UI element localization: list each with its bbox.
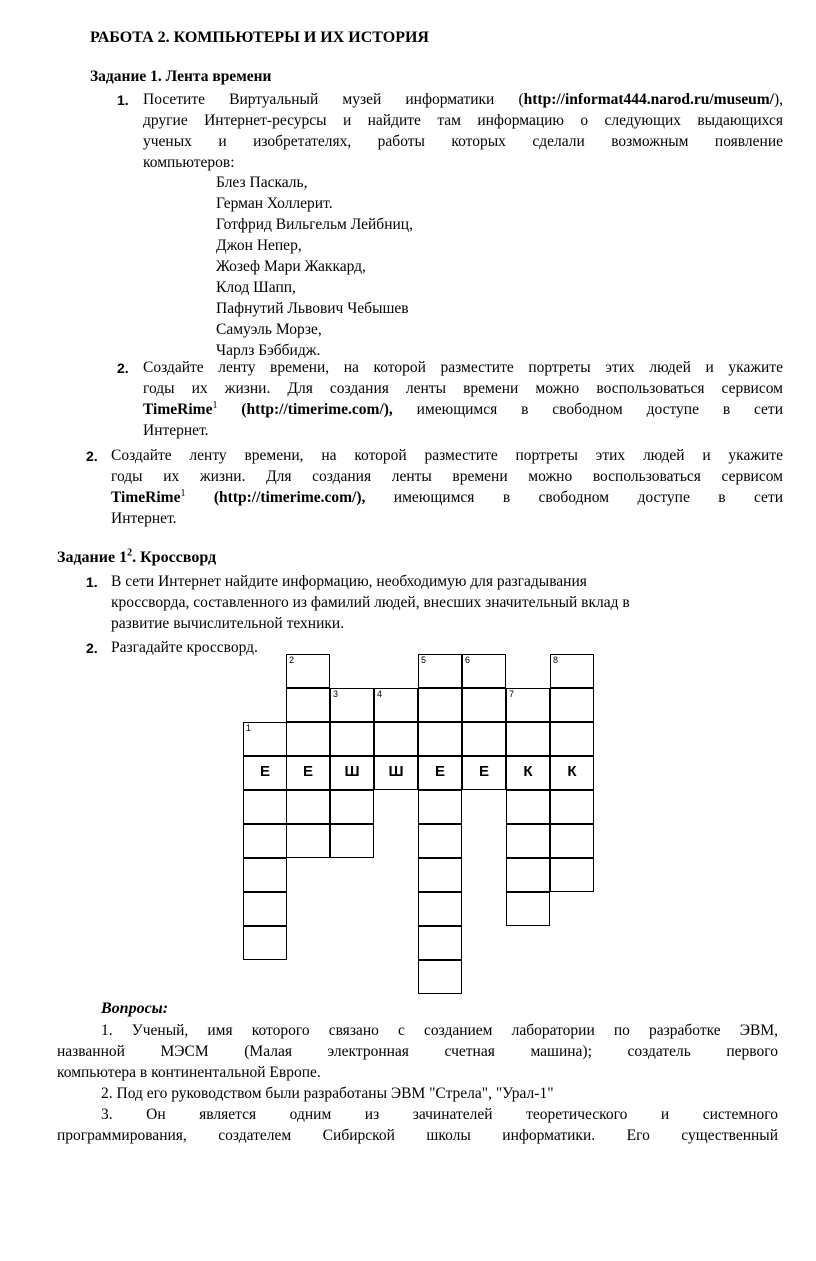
task1-outer-item2-number: 2.: [86, 448, 98, 464]
crossword-letter: Е: [434, 763, 445, 780]
task2-item1-number: 1.: [86, 574, 98, 590]
crossword-cell[interactable]: [462, 756, 506, 790]
crossword-number: 6: [465, 655, 471, 665]
crossword-cell[interactable]: [243, 824, 287, 858]
task1-outer-item2-line: [111, 487, 783, 508]
crossword-cell[interactable]: [286, 790, 330, 824]
crossword-number: 5: [421, 655, 427, 665]
task1-item1-number: 1.: [117, 92, 129, 108]
crossword-cell[interactable]: [243, 756, 287, 790]
crossword-cell[interactable]: [506, 756, 550, 790]
crossword-letter: Е: [302, 763, 313, 780]
crossword-number: 8: [553, 655, 559, 665]
crossword-cell[interactable]: [243, 790, 287, 824]
crossword-cell[interactable]: [462, 654, 506, 688]
person: Готфрид Вильгельм Лейбниц,: [216, 216, 413, 233]
question-line: программирования, создателем Сибирской школы информатики. Его существенный: [57, 1127, 778, 1144]
footnote-ref: 1: [212, 399, 218, 411]
crossword-cell[interactable]: [550, 722, 594, 756]
person: Чарлз Бэббидж.: [216, 342, 321, 359]
task1-item1-line: Посетите Виртуальный музей информатики (http://informat444.narod.ru/museum/),: [143, 91, 783, 108]
service-name: TimeRime: [111, 489, 181, 506]
crossword-number: 2: [289, 655, 295, 665]
person: Джон Непер,: [216, 237, 302, 254]
task1-item2-line: годы их жизни. Для создания ленты времени можно воспользоваться сервисом: [143, 380, 783, 397]
question-line: 3. Он является одним из зачинателей теоретического и системного: [101, 1106, 778, 1123]
crossword-cell[interactable]: [286, 654, 330, 688]
title-footnote: 2: [127, 547, 133, 559]
crossword-cell[interactable]: [330, 722, 374, 756]
question-line: названной МЭСМ (Малая электронная счетная машина); создатель первого: [57, 1043, 778, 1060]
task2-item1-line: развитие вычислительной техники.: [111, 615, 345, 632]
crossword-cell[interactable]: [374, 722, 418, 756]
question-line: компьютера в континентальной Европе.: [57, 1064, 321, 1081]
question-line: 2. Под его руководством были разработаны ЭВМ "Стрела", "Урал-1": [101, 1085, 554, 1102]
crossword-cell[interactable]: [330, 790, 374, 824]
person: Герман Холлерит.: [216, 195, 333, 212]
crossword-cell[interactable]: [330, 756, 374, 790]
crossword-cell[interactable]: [418, 858, 462, 892]
service-url[interactable]: (http://timerime.com/),: [213, 489, 366, 506]
crossword-cell[interactable]: [330, 688, 374, 722]
crossword-cell[interactable]: [418, 892, 462, 926]
crossword-cell[interactable]: [286, 824, 330, 858]
crossword-number: 7: [509, 689, 515, 699]
task1-item1-line: другие Интернет-ресурсы и найдите там информацию о следующих выдающихся: [143, 112, 783, 129]
task1-title: Задание 1. Лента времени: [90, 68, 272, 85]
page-title: РАБОТА 2. КОМПЬЮТЕРЫ И ИХ ИСТОРИЯ: [90, 29, 429, 46]
crossword-cell[interactable]: [418, 756, 462, 790]
crossword-cell[interactable]: [462, 722, 506, 756]
task1-outer-item2-line: Создайте ленту времени, на которой разместите портреты этих людей и укажите: [111, 447, 783, 464]
crossword-letter: Ш: [344, 763, 360, 780]
crossword-letter: К: [523, 763, 533, 780]
crossword-cell[interactable]: [330, 824, 374, 858]
task2-item2-number: 2.: [86, 640, 98, 656]
person: Блез Паскаль,: [216, 174, 308, 191]
crossword-cell[interactable]: [550, 824, 594, 858]
crossword-cell[interactable]: [243, 926, 287, 960]
crossword-cell[interactable]: [243, 722, 287, 756]
questions-title: Вопросы:: [101, 1000, 169, 1017]
crossword-cell[interactable]: [418, 926, 462, 960]
service-name: TimeRime: [143, 401, 213, 418]
task1-outer-item2-line: Интернет.: [111, 510, 177, 527]
service-url[interactable]: (http://timerime.com/),: [241, 401, 393, 418]
crossword-number: 3: [333, 689, 339, 699]
crossword-cell[interactable]: [550, 858, 594, 892]
person: Пафнутий Львович Чебышев: [216, 300, 409, 317]
person: Самуэль Морзе,: [216, 321, 322, 338]
crossword-cell[interactable]: [462, 688, 506, 722]
crossword-cell[interactable]: [286, 722, 330, 756]
task2-item1-line: кроссворда, составленного из фамилий людей, внесших значительный вклад в: [111, 594, 630, 611]
crossword-cell[interactable]: [243, 858, 287, 892]
footnote-ref: 1: [180, 487, 186, 499]
crossword-letter: Е: [478, 763, 489, 780]
crossword-cell[interactable]: [418, 790, 462, 824]
crossword-cell[interactable]: [418, 722, 462, 756]
crossword-cell[interactable]: [550, 790, 594, 824]
task1-outer-item2-line: годы их жизни. Для создания ленты времени можно воспользоваться сервисом: [111, 468, 783, 485]
person: Клод Шапп,: [216, 279, 296, 296]
crossword-letter: Е: [259, 763, 270, 780]
crossword-letter: К: [567, 763, 577, 780]
crossword-cell[interactable]: [418, 960, 462, 994]
crossword-letter: Ш: [388, 763, 404, 780]
crossword-cell[interactable]: [506, 722, 550, 756]
crossword-cell[interactable]: [550, 756, 594, 790]
museum-url[interactable]: http://informat444.narod.ru/museum/: [523, 91, 774, 108]
task2-title: Задание $1^2$. Кроссворд: [57, 547, 217, 566]
crossword-cell[interactable]: [418, 654, 462, 688]
service-tail: имеющимся в свободном доступе в сети: [393, 489, 784, 506]
crossword-number: 4: [377, 689, 383, 699]
crossword-cell[interactable]: [374, 756, 418, 790]
task2-item1-line: В сети Интернет найдите информацию, необходимую для разгадывания: [111, 573, 587, 590]
crossword-cell[interactable]: [506, 858, 550, 892]
crossword-cell[interactable]: [286, 688, 330, 722]
task1-item2-line: Создайте ленту времени, на которой разместите портреты этих людей и укажите: [143, 359, 783, 376]
task1-item1-line: ученых и изобретателях, работы которых сделали возможным появление: [143, 133, 783, 150]
task1-item2-line: Интернет.: [143, 422, 209, 439]
crossword-cell[interactable]: [550, 688, 594, 722]
service-tail: имеющимся в свободном доступе в сети: [416, 401, 783, 418]
crossword-cell[interactable]: [418, 824, 462, 858]
crossword-cell[interactable]: [550, 654, 594, 688]
crossword-cell[interactable]: [506, 892, 550, 926]
task1-item2-number: 2.: [117, 360, 129, 376]
crossword-cell[interactable]: [506, 688, 550, 722]
crossword-cell[interactable]: [243, 892, 287, 926]
crossword-number: 1: [246, 723, 252, 733]
task1-item1-line: компьютеров:: [143, 154, 235, 171]
crossword-cell[interactable]: [418, 688, 462, 722]
task1-item2-line: [143, 399, 783, 420]
question-line: 1. Ученый, имя которого связано с созданием лаборатории по разработке ЭВМ,: [101, 1022, 778, 1039]
people-list: [216, 172, 413, 361]
crossword-cell[interactable]: [506, 824, 550, 858]
crossword-cell[interactable]: [506, 790, 550, 824]
person: Жозеф Мари Жаккард,: [216, 258, 366, 275]
crossword-cell[interactable]: [374, 688, 418, 722]
crossword-cell[interactable]: [286, 756, 330, 790]
task2-item2-line: Разгадайте кроссворд.: [111, 639, 258, 656]
